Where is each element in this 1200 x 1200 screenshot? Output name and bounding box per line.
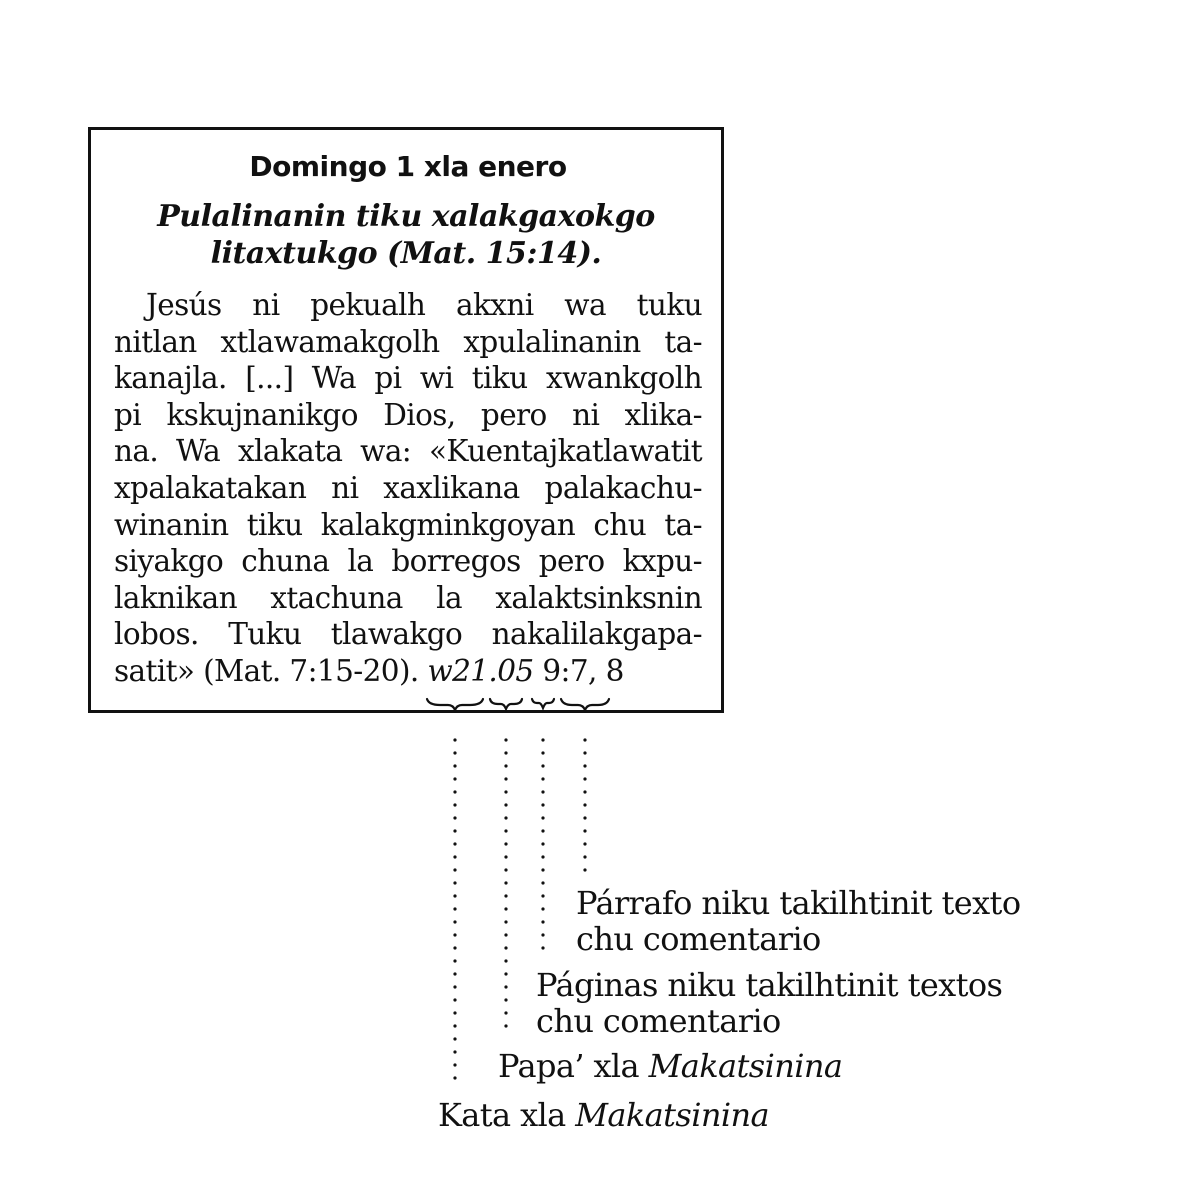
- comment-line: siyakgo chuna la borregos pero kxpu-: [114, 544, 702, 579]
- paragraph-label: [576, 885, 1021, 957]
- issue-label: Papa’ xla Makatsinina: [498, 1047, 843, 1085]
- reference-publication: w21.05: [427, 653, 534, 688]
- comment-line: pi kskujnanikgo Dios, pero ni xlika-: [114, 397, 702, 432]
- theme-scripture: [100, 198, 712, 272]
- reference-page: 9:: [542, 653, 570, 688]
- comment-paragraph: [114, 287, 702, 690]
- comment-line: kanajla. [...] Wa pi wi tiku xwankgolh: [114, 361, 702, 396]
- paragraph-label-line-1: Párrafo niku takilhtinit texto: [576, 884, 1021, 922]
- comment-line: laknikan xtachuna la xalaktsinksnin: [114, 580, 702, 615]
- comment-line: winanin tiku kalakgminkgoyan chu ta-: [114, 507, 702, 542]
- comment-line: xpalakatakan ni xaxlikana palakachu-: [114, 470, 702, 505]
- paragraph-label-line-2: chu comentario: [576, 920, 821, 958]
- pages-label-line-2: chu comentario: [536, 1002, 781, 1040]
- comment-last-line: [114, 653, 702, 690]
- year-label: Kata xla Makatsinina: [438, 1096, 769, 1134]
- pages-label-line-1: Páginas niku takilhtinit textos: [536, 966, 1003, 1004]
- theme-scripture-line-1: Pulalinanin tiku xalakgaxokgo: [157, 199, 655, 234]
- reference-paragraphs: 7, 8: [569, 653, 624, 688]
- comment-line: na. Wa xlakata wa: «Kuentajkatlawatit: [114, 434, 702, 469]
- comment-line: nitlan xtlawamakgolh xpulalinanin ta-: [114, 324, 702, 359]
- comment-line-text: satit» (Mat. 7:15-20).: [114, 653, 428, 688]
- card-date-heading: Domingo 1 xla enero: [249, 150, 567, 183]
- pages-label: [536, 967, 1002, 1039]
- comment-line: Jesús ni pekualh akxni wa tuku: [146, 288, 702, 322]
- comment-line: lobos. Tuku tlawakgo nakalilakgapa-: [114, 617, 702, 652]
- theme-scripture-line-2: litaxtukgo (Mat. 15:14).: [210, 236, 602, 271]
